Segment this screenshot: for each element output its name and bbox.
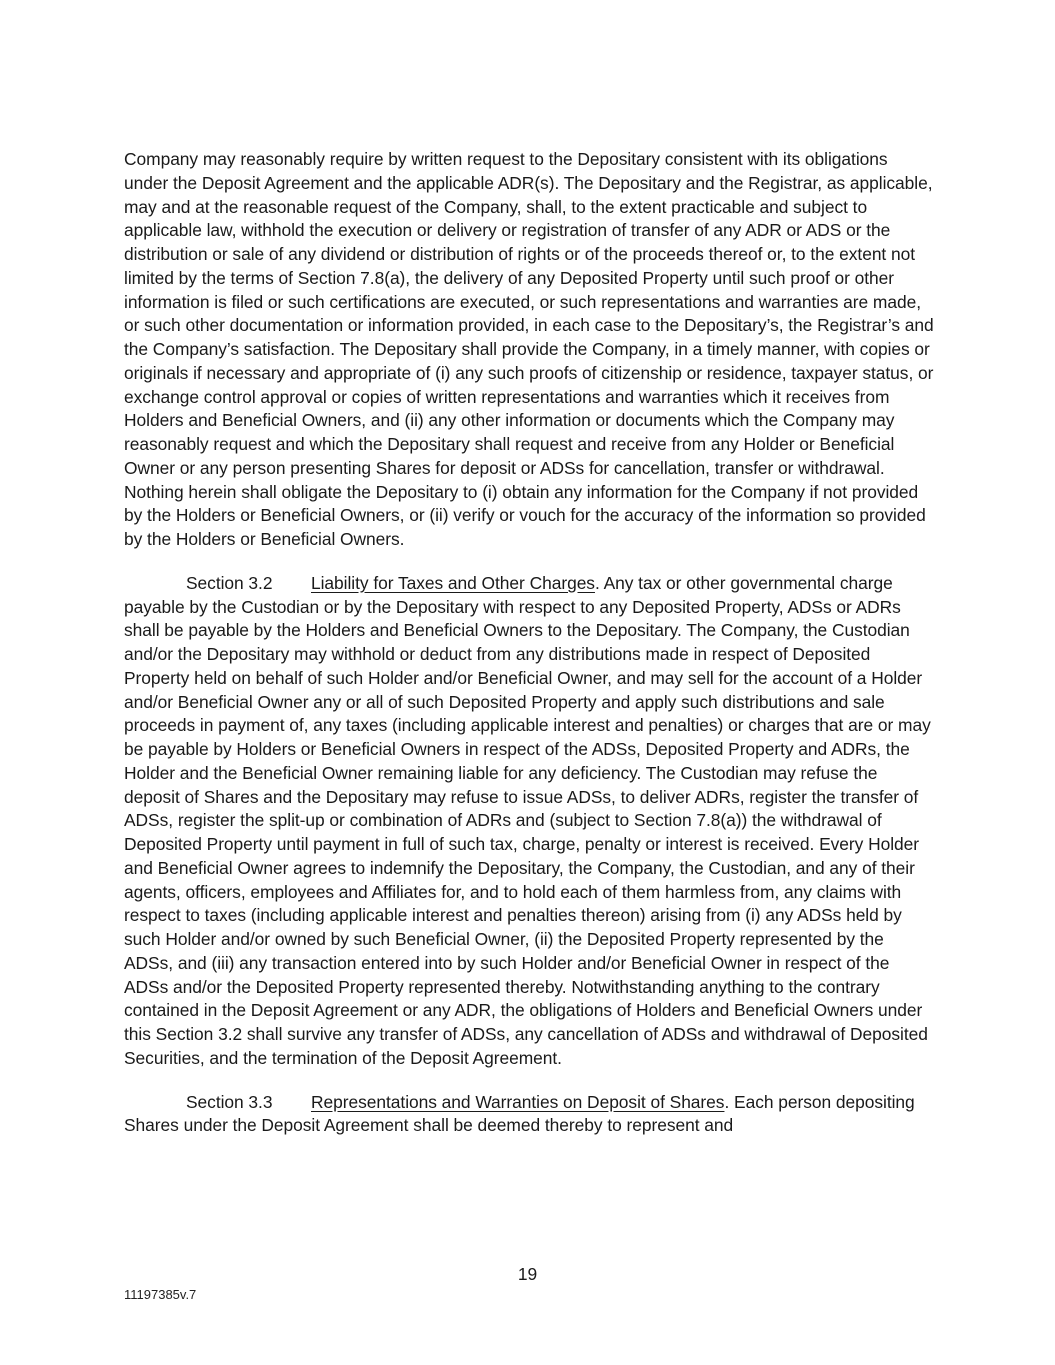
section-3-3-body: . Each person depositing Shares under the Deposit Agreement shall be deemed thereby to represent and (124, 1091, 915, 1136)
page-number: 19 (517, 1264, 538, 1284)
section-3-2-title: Liability for Taxes and Other Charges (311, 572, 595, 593)
document-page (124, 148, 934, 1138)
section-3-3-title: Representations and Warranties on Deposit of Shares (311, 1091, 725, 1112)
section-3-2-number: Section 3.2 (186, 572, 273, 593)
section-3-3-number: Section 3.3 (186, 1091, 273, 1112)
section-3-2-paragraph (124, 572, 934, 1071)
document-id: 11197385v.7 (124, 1287, 197, 1302)
paragraph-continuation: Company may reasonably require by written request to the Depositary consistent with its obligations under the Deposit Agreement and the applicable ADR(s). The Depositary and the Registrar, as applicable, may and at the reasonable request of the Company, shall, to the extent practicable and subject to applicable law, withhold the execution or delivery or registration of transfer of any ADR or ADS or the distribution or sale of any dividend or distribution of rights or of the proceeds thereof or, to the extent not limited by the terms of Section 7.8(a), the delivery of any Deposited Property until such proof or other information is filed or such certifications are executed, or such representations and warranties are made, or such other documentation or information provided, in each case to the Depositary’s, the Registrar’s and the Company’s satisfaction. The Depositary shall provide the Company, in a timely manner, with copies or originals if necessary and appropriate of (i) any such proofs of citizenship or residence, taxpayer status, or exchange control approval or copies of written representations and warranties which it receives from Holders and Beneficial Owners, and (ii) any other information or documents which the Company may reasonably request and which the Depositary shall request and receive from any Holder or Beneficial Owner or any person presenting Shares for deposit or ADSs for cancellation, transfer or withdrawal. Nothing herein shall obligate the Depositary to (i) obtain any information for the Company if not provided by the Holders or Beneficial Owners, or (ii) verify or vouch for the accuracy of the information so provided by the Holders or Beneficial Owners. (124, 149, 934, 549)
section-3-2-body: . Any tax or other governmental charge payable by the Custodian or by the Depositary with respect to any Deposited Property, ADSs or ADRs shall be payable by the Holders and Beneficial Owners to the Depositary. The Company, the Custodian and/or the Depositary may withhold or deduct from any distributions made in respect of Deposited Property held on behalf of such Holder and/or Beneficial Owner, and may sell for the account of a Holder and/or Beneficial Owner any or all of such Deposited Property and apply such distributions and sale proceeds in payment of, any taxes (including applicable interest and penalties) or charges that are or may be payable by Holders or Beneficial Owners in respect of the ADSs, Deposited Property and ADRs, the Holder and the Beneficial Owner remaining liable for any deficiency. The Custodian may refuse the deposit of Shares and the Depositary may refuse to issue ADSs, to deliver ADRs, register the transfer of ADSs, register the split-up or combination of ADRs and (subject to Section 7.8(a)) the withdrawal of Deposited Property until payment in full of such tax, charge, penalty or interest is received. Every Holder and Beneficial Owner agrees to indemnify the Depositary, the Company, the Custodian, and any of their agents, officers, employees and Affiliates for, and to hold each of them harmless from, any claims with respect to taxes (including applicable interest and penalties thereon) arising from (i) any ADSs held by such Holder and/or owned by such Beneficial Owner, (ii) the Deposited Property represented by the ADSs, and (iii) any transaction entered into by such Holder and/or Beneficial Owner in respect of the ADSs and/or the Deposited Property represented thereby. Notwithstanding anything to the contrary contained in the Deposit Agreement or any ADR, the obligations of Holders and Beneficial Owners under this Section 3.2 shall survive any transfer of ADSs, any cancellation of ADSs and withdrawal of Deposited Securities, and the termination of the Deposit Agreement. (124, 572, 931, 1068)
section-3-3-paragraph (124, 1091, 934, 1139)
